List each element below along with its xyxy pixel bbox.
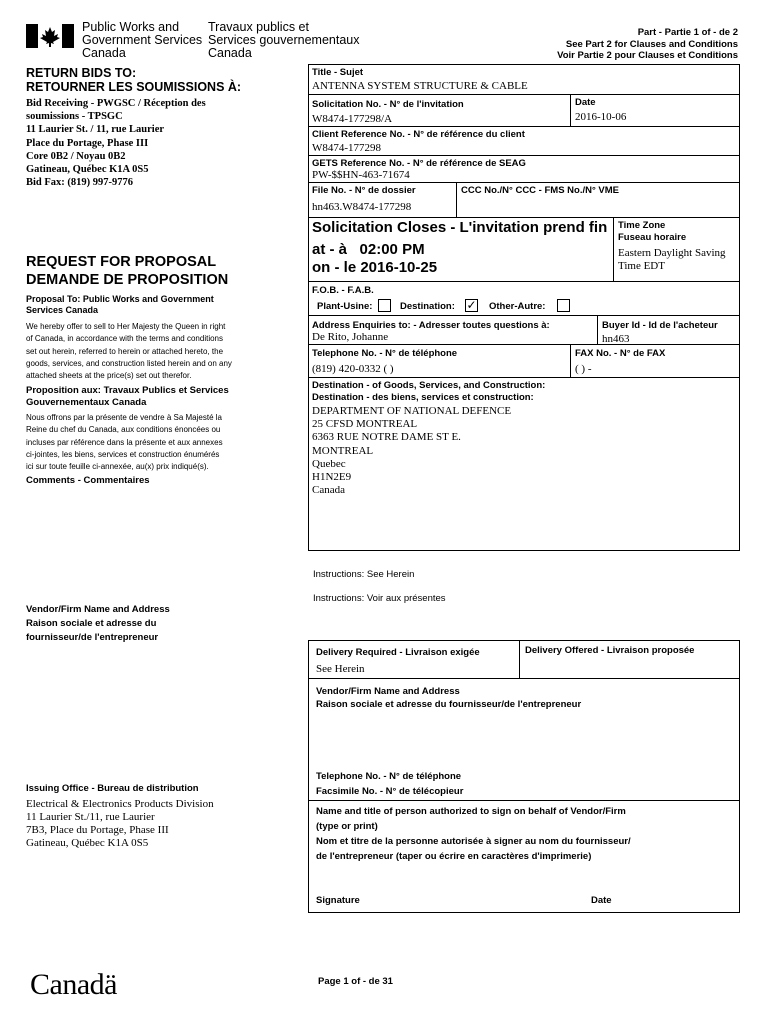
divider	[613, 217, 614, 281]
instructions-en: Instructions: See Herein	[313, 569, 415, 580]
canada-flag-icon	[26, 24, 74, 48]
divider	[308, 281, 740, 282]
divider	[308, 800, 740, 801]
fob-label: F.O.B. - F.A.B.	[312, 285, 374, 296]
divider	[308, 344, 740, 345]
divider	[570, 344, 571, 377]
proposal-to-heading: Proposal To: Public Works and Government Services Canada	[26, 294, 214, 315]
client-ref-value: W8474-177298	[312, 142, 382, 154]
telephone-label: Telephone No. - N° de téléphone	[312, 348, 458, 359]
address-enquiries-value: De Rito, Johanne	[312, 331, 389, 343]
closing-date: 2016-10-25	[360, 259, 438, 276]
date-value: 2016-10-06	[575, 111, 627, 123]
fax-label: FAX No. - N° de FAX	[575, 348, 666, 359]
part-info: Part - Partie 1 of - de 2 See Part 2 for Clauses and Conditions Voir Partie 2 pour Clauses et Conditions	[557, 27, 738, 61]
delivery-offered-label: Delivery Offered - Livraison proposée	[525, 645, 695, 656]
canada-wordmark: Canadä	[30, 968, 117, 1001]
issuing-office-address: Electrical & Electronics Products Division 11 Laurier St./11, rue Laurier 7B3, Place du Portage, Phase III Gatineau, Québec K1A 0S5	[26, 798, 214, 849]
divider	[308, 377, 740, 378]
time-zone-value: Eastern Daylight Saving Time EDT	[618, 247, 726, 272]
divider	[308, 315, 740, 316]
title-label: Title - Sujet	[312, 67, 364, 78]
destination-label: Destination:	[400, 301, 455, 312]
vendor-telephone-label: Telephone No. - N° de téléphone	[316, 771, 462, 782]
vendor-firm-label: Vendor/Firm Name and Address Raison sociale et adresse du fournisseur/de l'entrepreneur	[316, 686, 582, 710]
buyer-id-value: hn463	[602, 333, 630, 345]
page-number: Page 1 of - de 31	[318, 976, 393, 987]
destination-heading: Destination - of Goods, Services, and Construction: Destination - des biens, services et construction:	[312, 380, 546, 403]
closing-time: 02:00 PM	[359, 241, 425, 258]
telephone-value: (819) 420-0332 ( )	[312, 363, 394, 375]
closing-on-line: on - le 2016-10-25	[312, 259, 438, 276]
proposition-aux-heading: Proposition aux: Travaux Publics et Services Gouvernementaux Canada	[26, 385, 229, 408]
ccc-no-label: CCC No./N° CCC - FMS No./N° VME	[461, 185, 620, 196]
solicitation-no-label: Solicitation No. - N° de l'invitation	[312, 99, 464, 110]
time-zone-label: Time Zone Fuseau horaire	[618, 220, 687, 243]
address-enquiries-label: Address Enquiries to: - Adresser toutes questions à:	[312, 320, 550, 331]
destination-checkbox[interactable]: ✓	[466, 298, 477, 312]
comments-label: Comments - Commentaires	[26, 475, 150, 486]
fax-value: ( ) -	[575, 363, 592, 375]
instructions-fr: Instructions: Voir aux présentes	[313, 593, 446, 604]
issuing-office-label: Issuing Office - Bureau de distribution	[26, 783, 199, 794]
title-value: ANTENNA SYSTEM STRUCTURE & CABLE	[312, 80, 528, 92]
return-bids-address: Bid Receiving - PWGSC / Réception des soumissions - TPSGC 11 Laurier St. / 11, rue Laurier Place du Portage, Phase III Core 0B2 / Noyau 0B2 Gatineau, Québec K1A 0S5 Bid Fax: (819) 997-9776	[26, 98, 206, 189]
file-no-value: hn463.W8474-177298	[312, 201, 412, 213]
return-bids-heading: RETURN BIDS TO: RETOURNER LES SOUMISSIONS À:	[26, 66, 242, 94]
delivery-required-value: See Herein	[316, 663, 365, 675]
rfp-title: REQUEST FOR PROPOSAL DEMANDE DE PROPOSITION	[26, 254, 229, 288]
gets-ref-label: GETS Reference No. - N° de référence de SEAG	[312, 158, 526, 169]
vendor-facsimile-label: Facsimile No. - N° de télécopieur	[316, 786, 464, 797]
solicitation-no-value: W8474-177298/A	[312, 113, 393, 125]
divider	[597, 315, 598, 344]
divider	[519, 640, 520, 678]
divider	[570, 94, 571, 126]
date-label: Date	[575, 97, 596, 108]
vendor-firm-label-left: Vendor/Firm Name and Address Raison sociale et adresse du fournisseur/de l'entrepreneur	[26, 604, 170, 643]
divider	[308, 155, 740, 156]
file-no-label: File No. - N° de dossier	[312, 185, 416, 196]
department-name-en: Public Works and Government Services Canada	[82, 20, 203, 60]
destination-address: DEPARTMENT OF NATIONAL DEFENCE 25 CFSD MONTREAL 6363 RUE NOTRE DAME ST E. MONTREAL Quebec H1N2E9 Canada	[312, 405, 512, 497]
buyer-id-label: Buyer Id - Id de l'acheteur	[602, 320, 718, 331]
proposal-to-body: We hereby offer to sell to Her Majesty the Queen in right of Canada, in accordance with the terms and conditions set out herein, referred to herein or attached hereto, the goods, services, and construction listed herein and on any attached sheets at the price(s) set out therefor.	[26, 322, 232, 381]
divider	[308, 182, 740, 183]
department-name-fr: Travaux publics et Services gouvernementaux Canada	[208, 20, 360, 60]
divider	[308, 217, 740, 218]
divider	[308, 126, 740, 127]
vendor-firm-input[interactable]	[312, 714, 736, 768]
signature-date-label: Date	[591, 895, 612, 906]
divider	[308, 94, 740, 95]
plant-label: Plant-Usine:	[317, 301, 373, 312]
divider	[456, 182, 457, 217]
other-checkbox[interactable]	[557, 299, 570, 312]
plant-checkbox[interactable]	[378, 299, 391, 312]
other-label: Other-Autre:	[489, 301, 546, 312]
proposition-aux-body: Nous offrons par la présente de vendre à Sa Majesté la Reine du chef du Canada, aux conditions énoncées ou incluses par référence dans la présente et aux annexes ci-jointes, les biens, services et construction énumérés ici sur toute feuille ci-annexée, au(x) prix indiqué(s).	[26, 413, 223, 472]
closing-at-line: at - à 02:00 PM	[312, 241, 425, 258]
signature-label: Signature	[316, 895, 360, 906]
authorized-person-label: Name and title of person authorized to sign on behalf of Vendor/Firm (type or print) Nom et titre de la personne autorisée à signer au nom du fournisseur/ de l'entrepreneur (taper ou écrire en caractères d'imprimerie)	[316, 806, 631, 862]
client-ref-label: Client Reference No. - N° de référence du client	[312, 129, 525, 140]
solicitation-closes-title: Solicitation Closes - L'invitation prend fin	[312, 219, 608, 236]
gets-ref-value: PW-$$HN-463-71674	[312, 169, 410, 181]
delivery-required-label: Delivery Required - Livraison exigée	[316, 647, 480, 658]
divider	[308, 678, 740, 679]
